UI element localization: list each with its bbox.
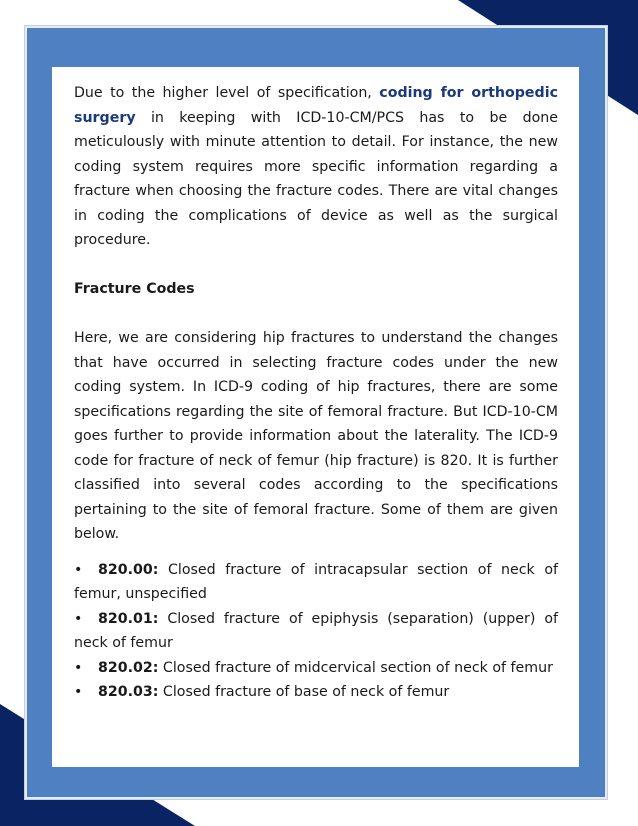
fracture-description: Closed fracture of intracapsular section of neck of femur, unspecified bbox=[74, 561, 558, 602]
orthopedic-coding-link[interactable]: coding for orthopedic surgery bbox=[74, 85, 558, 126]
bullet-icon: • bbox=[74, 684, 83, 700]
fracture-code-list bbox=[74, 558, 558, 705]
fracture-code: 820.00: bbox=[98, 561, 159, 578]
list-item bbox=[74, 680, 558, 705]
intro-text-start: Due to the higher level of specification, bbox=[74, 85, 380, 101]
intro-paragraph bbox=[74, 81, 558, 253]
fracture-code: 820.03: bbox=[98, 684, 159, 700]
section-heading: Fracture Codes bbox=[74, 281, 195, 297]
bullet-icon: • bbox=[74, 561, 83, 578]
list-item bbox=[74, 656, 558, 681]
list-item bbox=[74, 558, 558, 607]
fracture-description: Closed fracture of epiphysis (separation) (upper) of neck of femur bbox=[74, 610, 558, 651]
bullet-icon: • bbox=[74, 610, 83, 627]
fracture-description: Closed fracture of midcervical section of neck of femur bbox=[158, 659, 553, 676]
intro-text-end: in keeping with ICD-10-CM/PCS has to be done meticulously with minute attention to detail. For instance, the new coding system requires more specific information regarding a fracture when choosing the fracture codes. There are vital changes in coding the complications of device as well as the surgical procedure. bbox=[74, 109, 558, 248]
fracture-code: 820.02: bbox=[98, 659, 159, 676]
hip-fracture-paragraph: Here, we are considering hip fractures to understand the changes that have occurred in selecting fracture codes under the new coding system. In ICD-9 coding of hip fractures, there are some specifications regarding the site of femoral fracture. But ICD-10-CM goes further to provide information about the laterality. The ICD-9 code for fracture of neck of femur (hip fracture) is 820. It is further classified into several codes according to the specifications pertaining to the site of femoral fracture. Some of them are given below. bbox=[74, 330, 558, 542]
fracture-description: Closed fracture of base of neck of femur bbox=[158, 684, 450, 700]
bullet-icon: • bbox=[74, 659, 83, 676]
document-body bbox=[52, 67, 579, 767]
fracture-code: 820.01: bbox=[98, 610, 159, 627]
list-item bbox=[74, 607, 558, 656]
